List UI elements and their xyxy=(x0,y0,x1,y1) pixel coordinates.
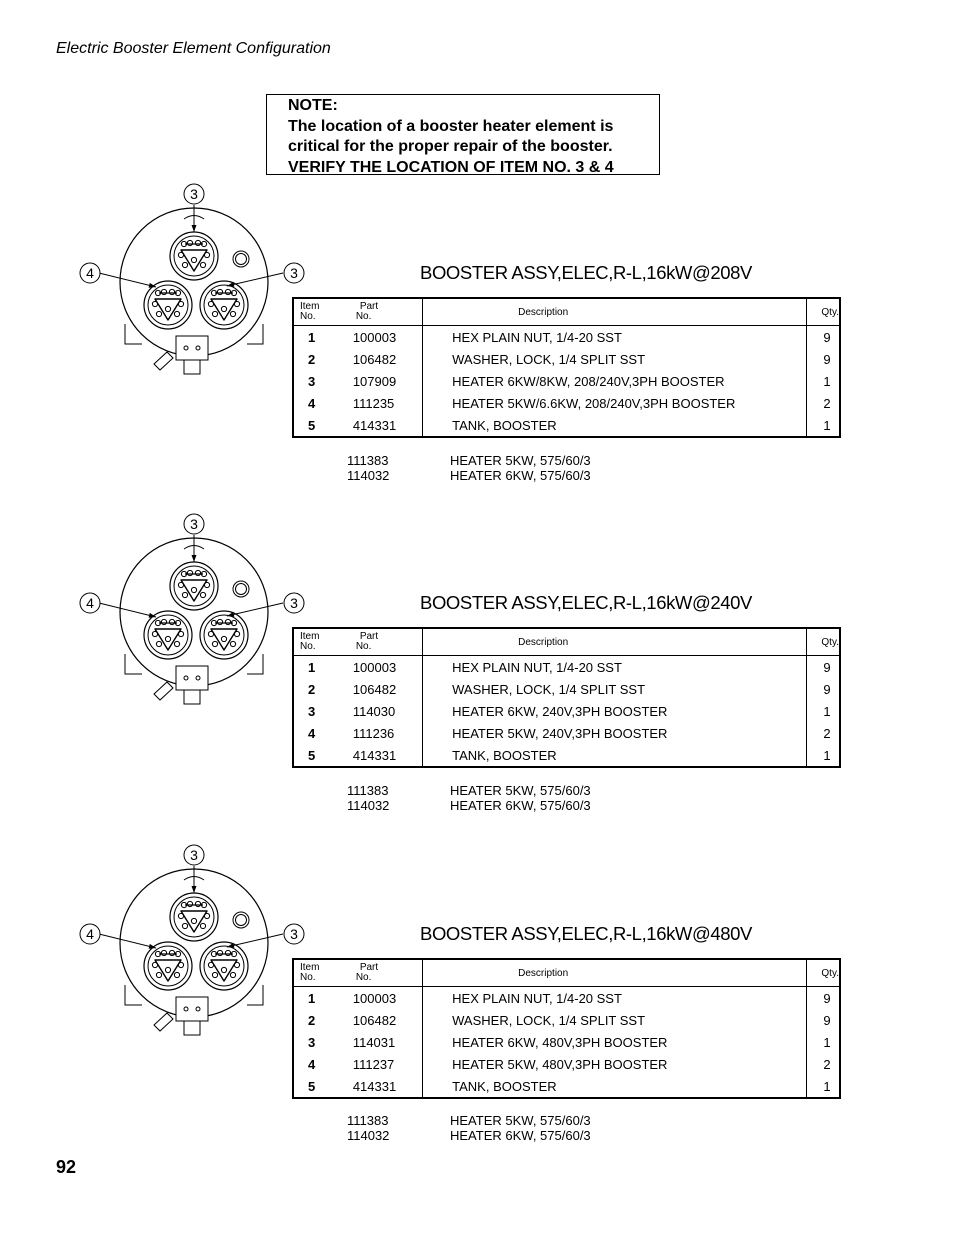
cell-description: HEATER 6KW, 480V,3PH BOOSTER xyxy=(423,1031,807,1053)
heater-element-right xyxy=(200,281,248,329)
junction-box xyxy=(176,997,208,1021)
svg-text:3: 3 xyxy=(190,516,198,532)
cell-description: HEX PLAIN NUT, 1/4-20 SST xyxy=(423,987,807,1010)
cell-part-no: 111235 xyxy=(352,395,395,411)
heater-element-right xyxy=(200,942,248,990)
alternate-part-row xyxy=(347,468,591,483)
assembly-title: BOOSTER ASSY,ELEC,R-L,16kW@480V xyxy=(420,923,752,944)
table-row xyxy=(293,392,840,414)
cell-part-no: 107909 xyxy=(352,373,397,389)
table-header-row xyxy=(293,959,840,987)
booster-element-diagram xyxy=(72,516,298,724)
table-row xyxy=(293,987,840,1010)
svg-text:4: 4 xyxy=(86,595,94,611)
cell-qty: 9 xyxy=(823,659,831,675)
callout-top xyxy=(184,845,204,865)
heater-element-right xyxy=(200,611,248,659)
cell-description: HEATER 6KW, 240V,3PH BOOSTER xyxy=(423,700,807,722)
heater-element-top xyxy=(170,893,218,941)
cell-qty: 2 xyxy=(823,1056,831,1072)
cell-description: HEATER 5KW/6.6KW, 208/240V,3PH BOOSTER xyxy=(423,392,807,414)
cell-description: HEX PLAIN NUT, 1/4-20 SST xyxy=(423,326,807,349)
cell-qty: 1 xyxy=(823,417,831,433)
alternate-part-no: 111383 xyxy=(347,1113,389,1128)
header-item-no: Item No. xyxy=(293,959,344,987)
header-part-no: Part No. xyxy=(344,628,423,656)
cell-item-no: 1 xyxy=(308,329,316,345)
callout-right xyxy=(284,263,304,283)
alternate-part-no: 114032 xyxy=(347,1128,390,1143)
callout-right xyxy=(284,593,304,613)
callout-left xyxy=(80,924,100,944)
alternate-part-description: HEATER 5KW, 575/60/3 xyxy=(450,453,591,468)
alternate-part-row xyxy=(347,453,591,468)
parts-table xyxy=(292,297,841,438)
parts-table xyxy=(292,627,841,768)
booster-element-diagram xyxy=(72,186,298,394)
alternate-part-no: 111383 xyxy=(347,783,389,798)
cell-item-no: 3 xyxy=(308,703,316,719)
table-row xyxy=(293,414,840,437)
header-qty: Qty. xyxy=(807,298,840,326)
cell-part-no: 106482 xyxy=(352,351,397,367)
heater-element-top xyxy=(170,562,218,610)
cell-item-no: 3 xyxy=(308,373,316,389)
cell-description: HEATER 5KW, 480V,3PH BOOSTER xyxy=(423,1053,807,1075)
cell-description: WASHER, LOCK, 1/4 SPLIT SST xyxy=(423,678,807,700)
alternate-part-no: 114032 xyxy=(347,468,390,483)
table-row xyxy=(293,722,840,744)
heater-element-left xyxy=(144,281,192,329)
header-description: Description xyxy=(423,628,807,656)
note-box xyxy=(266,94,660,175)
cell-part-no: 414331 xyxy=(352,747,397,763)
alternate-parts xyxy=(347,453,591,483)
cell-qty: 1 xyxy=(823,373,831,389)
cell-item-no: 2 xyxy=(308,681,316,697)
alternate-part-row xyxy=(347,1113,591,1128)
cell-item-no: 4 xyxy=(308,395,316,411)
table-row xyxy=(293,656,840,679)
cell-item-no: 2 xyxy=(308,351,316,367)
table-row xyxy=(293,1053,840,1075)
page-number: 92 xyxy=(56,1157,77,1177)
cell-qty: 9 xyxy=(823,329,831,345)
assembly-title: BOOSTER ASSY,ELEC,R-L,16kW@240V xyxy=(420,592,752,613)
parts-table xyxy=(292,958,841,1099)
svg-text:4: 4 xyxy=(86,265,94,281)
table-row xyxy=(293,678,840,700)
cell-part-no: 111237 xyxy=(352,1056,395,1072)
cell-part-no: 114031 xyxy=(352,1034,396,1050)
assembly-title: BOOSTER ASSY,ELEC,R-L,16kW@208V xyxy=(420,262,752,283)
cell-description: HEATER 6KW/8KW, 208/240V,3PH BOOSTER xyxy=(423,370,807,392)
cell-part-no: 414331 xyxy=(352,1078,397,1094)
header-description: Description xyxy=(423,959,807,987)
cell-qty: 9 xyxy=(823,1012,831,1028)
alternate-part-description: HEATER 5KW, 575/60/3 xyxy=(450,1113,591,1128)
alternate-part-no: 114032 xyxy=(347,798,390,813)
table-row xyxy=(293,326,840,349)
cell-part-no: 100003 xyxy=(352,659,397,675)
cell-qty: 1 xyxy=(823,1078,831,1094)
cell-item-no: 2 xyxy=(308,1012,316,1028)
svg-text:3: 3 xyxy=(290,265,298,281)
alternate-part-row xyxy=(347,783,591,798)
cell-qty: 1 xyxy=(823,747,831,763)
table-body xyxy=(293,326,840,438)
cell-part-no: 414331 xyxy=(352,417,397,433)
header-part-no: Part No. xyxy=(344,298,423,326)
svg-text:3: 3 xyxy=(190,186,198,202)
cell-description: HEX PLAIN NUT, 1/4-20 SST xyxy=(423,656,807,679)
header-part-no: Part No. xyxy=(344,959,423,987)
alternate-part-no: 111383 xyxy=(347,453,389,468)
alternate-part-description: HEATER 6KW, 575/60/3 xyxy=(450,468,591,483)
cell-part-no: 114030 xyxy=(352,703,396,719)
alternate-parts xyxy=(347,783,591,813)
alternate-part-description: HEATER 5KW, 575/60/3 xyxy=(450,783,591,798)
note-heading: NOTE: xyxy=(288,97,338,114)
alternate-part-description: HEATER 6KW, 575/60/3 xyxy=(450,1128,591,1143)
table-row xyxy=(293,744,840,767)
cell-description: TANK, BOOSTER xyxy=(423,414,807,437)
alternate-part-row xyxy=(347,798,591,813)
cell-description: TANK, BOOSTER xyxy=(423,1075,807,1098)
cell-item-no: 5 xyxy=(308,417,316,433)
cell-item-no: 5 xyxy=(308,747,316,763)
callout-left xyxy=(80,263,100,283)
table-header-row xyxy=(293,628,840,656)
cell-qty: 2 xyxy=(823,395,831,411)
cell-part-no: 106482 xyxy=(352,1012,397,1028)
booster-section-208v xyxy=(0,186,954,514)
cell-part-no: 100003 xyxy=(352,990,397,1006)
heater-element-left xyxy=(144,942,192,990)
cell-part-no: 111236 xyxy=(352,725,395,741)
cell-qty: 1 xyxy=(823,1034,831,1050)
heater-element-top xyxy=(170,232,218,280)
callout-top xyxy=(184,514,204,534)
junction-box xyxy=(176,336,208,360)
table-row xyxy=(293,1009,840,1031)
cell-qty: 1 xyxy=(823,703,831,719)
header-item-no: Item No. xyxy=(293,628,344,656)
cell-item-no: 1 xyxy=(308,990,316,1006)
cell-description: TANK, BOOSTER xyxy=(423,744,807,767)
table-row xyxy=(293,1075,840,1098)
svg-text:4: 4 xyxy=(86,926,94,942)
table-row xyxy=(293,700,840,722)
table-body xyxy=(293,656,840,768)
header-qty: Qty. xyxy=(807,959,840,987)
page-header-title: Electric Booster Element Configuration xyxy=(56,40,331,57)
alternate-part-description: HEATER 6KW, 575/60/3 xyxy=(450,798,591,813)
cell-description: WASHER, LOCK, 1/4 SPLIT SST xyxy=(423,1009,807,1031)
svg-text:3: 3 xyxy=(290,926,298,942)
cell-item-no: 4 xyxy=(308,725,316,741)
cell-qty: 2 xyxy=(823,725,831,741)
callout-left xyxy=(80,593,100,613)
cell-part-no: 106482 xyxy=(352,681,397,697)
table-body xyxy=(293,987,840,1099)
cell-part-no: 100003 xyxy=(352,329,397,345)
table-row xyxy=(293,348,840,370)
booster-element-diagram xyxy=(72,847,298,1055)
callout-top xyxy=(184,184,204,204)
svg-text:3: 3 xyxy=(290,595,298,611)
cell-qty: 9 xyxy=(823,990,831,1006)
header-description: Description xyxy=(423,298,807,326)
cell-qty: 9 xyxy=(823,681,831,697)
alternate-parts xyxy=(347,1113,591,1143)
junction-box xyxy=(176,666,208,690)
table-row xyxy=(293,1031,840,1053)
cell-item-no: 5 xyxy=(308,1078,316,1094)
cell-item-no: 1 xyxy=(308,659,316,675)
table-row xyxy=(293,370,840,392)
svg-text:3: 3 xyxy=(190,847,198,863)
callout-right xyxy=(284,924,304,944)
header-item-no: Item No. xyxy=(293,298,344,326)
cell-item-no: 4 xyxy=(308,1056,316,1072)
table-header-row xyxy=(293,298,840,326)
heater-element-left xyxy=(144,611,192,659)
note-line: VERIFY THE LOCATION OF ITEM NO. 3 & 4 xyxy=(288,158,614,176)
cell-description: HEATER 5KW, 240V,3PH BOOSTER xyxy=(423,722,807,744)
note-line: The location of a booster heater element is xyxy=(288,117,614,135)
booster-section-480v xyxy=(0,847,954,1175)
cell-qty: 9 xyxy=(823,351,831,367)
alternate-part-row xyxy=(347,1128,591,1143)
cell-item-no: 3 xyxy=(308,1034,316,1050)
note-line: critical for the proper repair of the booster. xyxy=(288,138,613,155)
header-qty: Qty. xyxy=(807,628,840,656)
cell-description: WASHER, LOCK, 1/4 SPLIT SST xyxy=(423,348,807,370)
booster-section-240v xyxy=(0,516,954,844)
